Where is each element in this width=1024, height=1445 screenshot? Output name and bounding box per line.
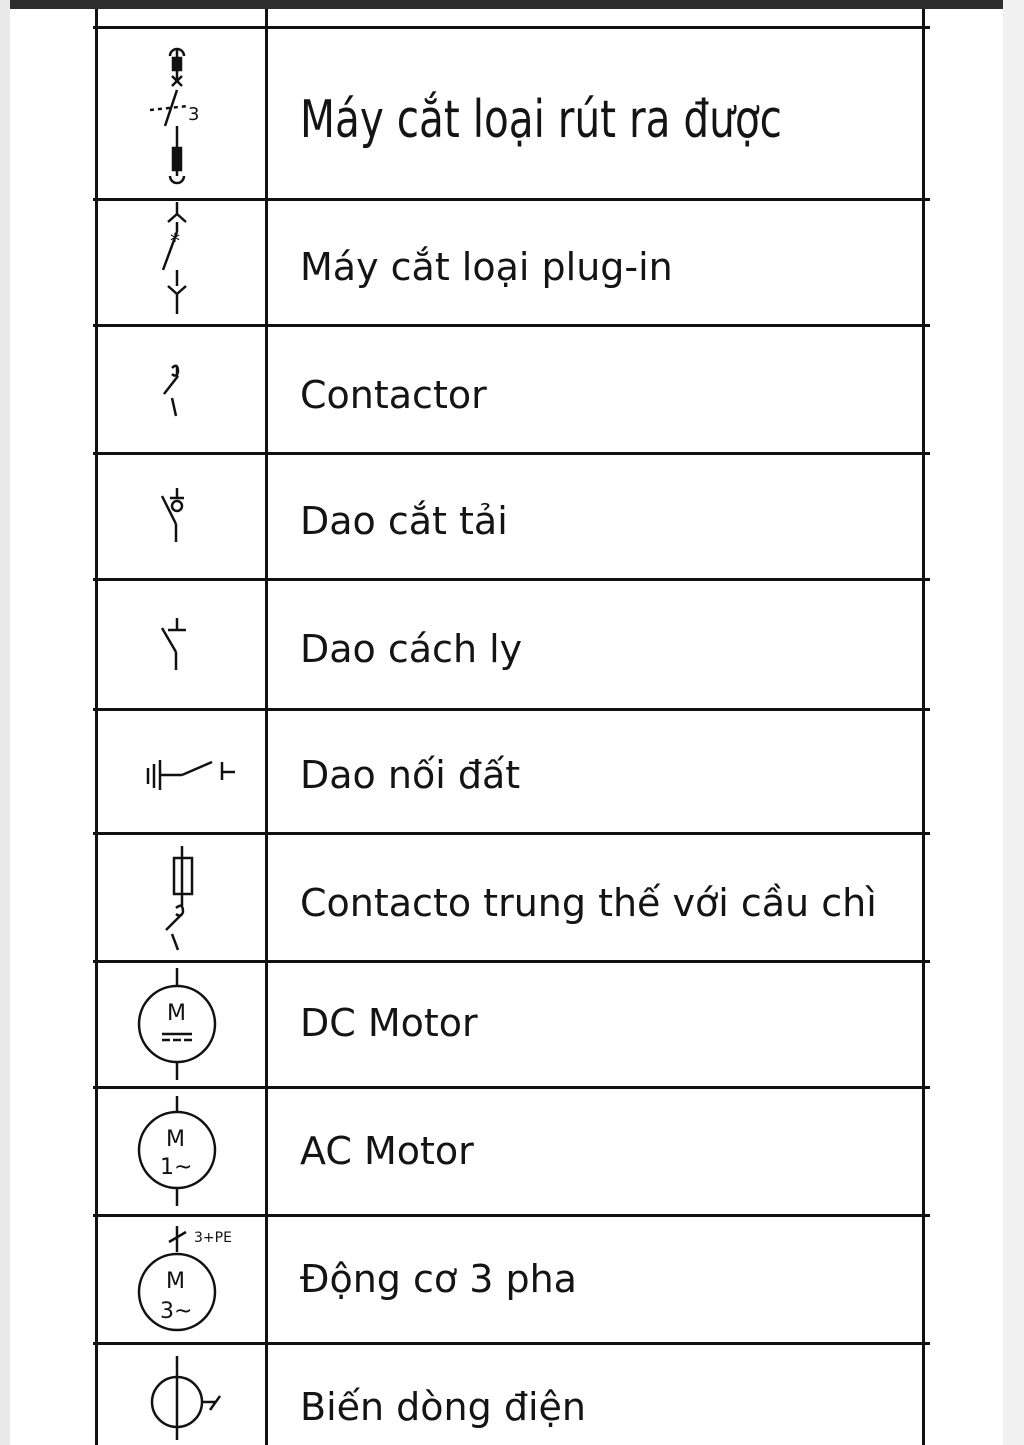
svg-text:3~: 3~: [160, 1299, 193, 1324]
row-divider: [93, 1086, 930, 1089]
row-divider: [93, 1342, 930, 1345]
earthing-switch-icon: [120, 750, 235, 800]
current-transformer-icon: [120, 1352, 235, 1442]
dc-motor-icon: [120, 966, 235, 1082]
svg-text:1~: 1~: [160, 1155, 193, 1180]
row-label: AC Motor: [300, 1129, 474, 1173]
row-divider: [93, 708, 930, 711]
svg-text:M: M: [167, 1001, 186, 1026]
table-border-right: [922, 9, 925, 1445]
table-column-divider: [265, 9, 268, 1445]
row-label: Động cơ 3 pha: [300, 1257, 577, 1301]
row-label: Contactor: [300, 373, 487, 417]
row-divider: [93, 832, 930, 835]
svg-text:3: 3: [188, 104, 200, 125]
row-label: Biến dòng điện: [300, 1385, 586, 1429]
row-label: Contacto trung thế với cầu chì: [300, 881, 877, 925]
row-label: Máy cắt loại plug-in: [300, 245, 673, 289]
row-label: Dao cắt tải: [300, 499, 508, 543]
row-label: DC Motor: [300, 1001, 478, 1045]
table-border-left: [95, 9, 98, 1445]
svg-text:*: *: [170, 229, 180, 253]
row-divider: [93, 1214, 930, 1217]
row-divider: [93, 578, 930, 581]
svg-text:M: M: [166, 1269, 185, 1294]
row-divider: [93, 26, 930, 29]
contactor-icon: [120, 358, 235, 422]
load-break-switch-icon: [120, 484, 235, 548]
row-divider: [93, 198, 930, 201]
three-phase-motor-icon: [120, 1222, 235, 1338]
row-label: Dao nối đất: [300, 753, 521, 797]
fused-contactor-icon: [120, 846, 235, 956]
row-label: Máy cắt loại rút ra được: [300, 90, 782, 150]
svg-text:3+PE: 3+PE: [194, 1230, 232, 1246]
row-divider: [93, 452, 930, 455]
row-divider: [93, 960, 930, 963]
disconnector-icon: [120, 612, 235, 676]
plug-in-breaker-icon: [120, 202, 235, 320]
row-divider: [93, 324, 930, 327]
svg-text:M: M: [166, 1127, 185, 1152]
ac-motor-icon: [120, 1094, 235, 1210]
withdrawable-breaker-icon: [120, 38, 235, 188]
row-label: Dao cách ly: [300, 627, 523, 671]
